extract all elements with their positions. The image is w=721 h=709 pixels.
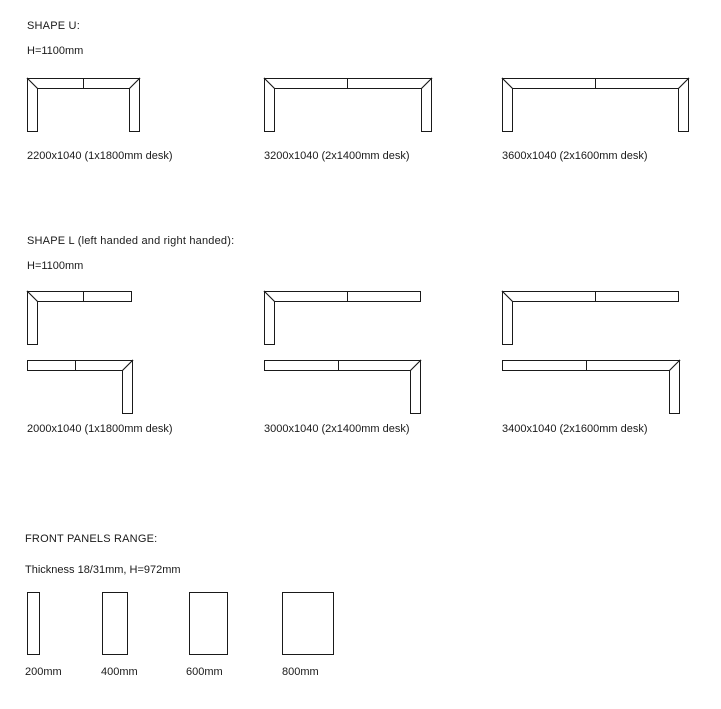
u-shape-3200-drawing: [264, 78, 432, 132]
u-shape-3200-label: 3200x1040 (2x1400mm desk): [264, 150, 410, 162]
l-shape-2000-label: 2000x1040 (1x1800mm desk): [27, 423, 173, 435]
panel-400-drawing: [102, 592, 128, 655]
l-shape-3000-right-drawing: [264, 360, 421, 414]
shape-u-heading: SHAPE U:: [27, 20, 80, 32]
panel-800-drawing: [282, 592, 334, 655]
shape-l-heading: SHAPE L (left handed and right handed):: [27, 235, 235, 247]
u-shape-2200-label: 2200x1040 (1x1800mm desk): [27, 150, 173, 162]
panel-600-drawing: [189, 592, 228, 655]
front-panels-heading: FRONT PANELS RANGE:: [25, 533, 158, 545]
shape-u-height: H=1100mm: [27, 45, 84, 57]
panel-800-label: 800mm: [282, 666, 319, 678]
u-shape-3600-label: 3600x1040 (2x1600mm desk): [502, 150, 648, 162]
u-shape-2200-drawing: [27, 78, 140, 132]
panel-200-label: 200mm: [25, 666, 62, 678]
shape-l-height: H=1100mm: [27, 260, 84, 272]
front-panels-spec: Thickness 18/31mm, H=972mm: [25, 564, 181, 576]
l-shape-3400-right-drawing: [502, 360, 680, 414]
panel-400-label: 400mm: [101, 666, 138, 678]
l-shape-3400-left-drawing: [502, 291, 679, 345]
u-shape-3600-drawing: [502, 78, 689, 132]
l-shape-3400-label: 3400x1040 (2x1600mm desk): [502, 423, 648, 435]
l-shape-3000-label: 3000x1040 (2x1400mm desk): [264, 423, 410, 435]
l-shape-3000-left-drawing: [264, 291, 421, 345]
panel-200-drawing: [27, 592, 40, 655]
panel-600-label: 600mm: [186, 666, 223, 678]
l-shape-2000-right-drawing: [27, 360, 133, 414]
l-shape-2000-left-drawing: [27, 291, 132, 345]
